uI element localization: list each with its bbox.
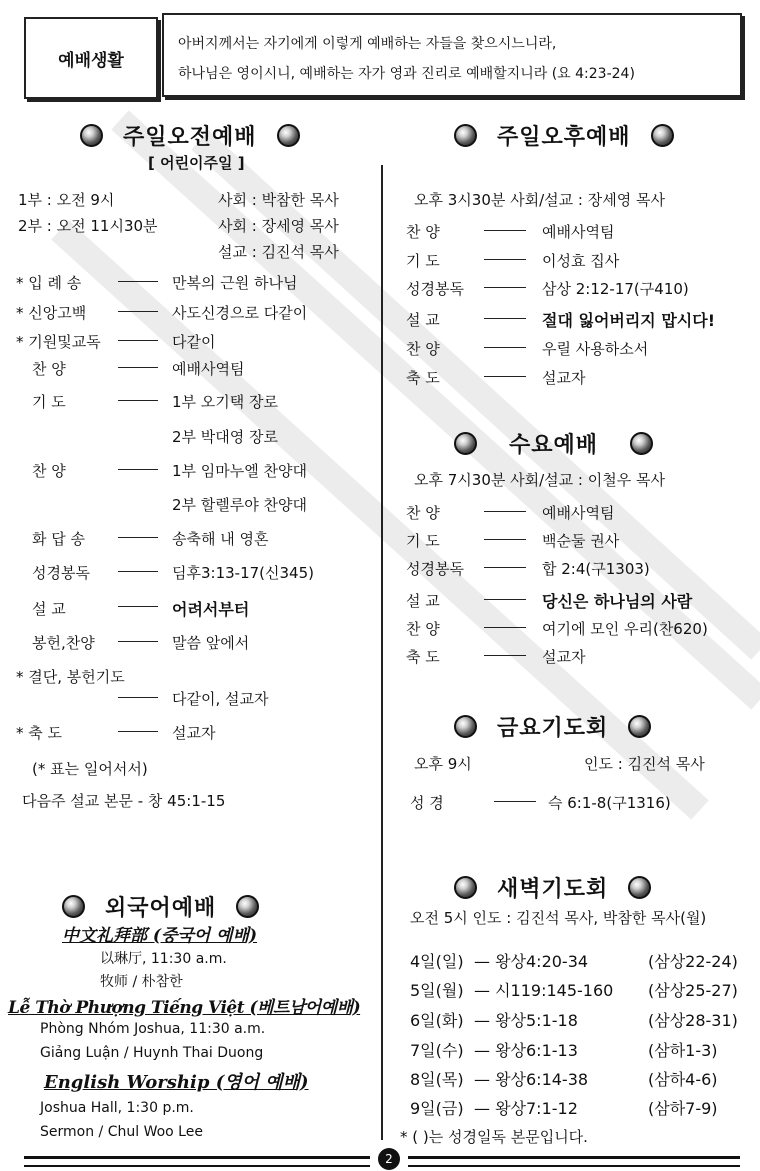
morning-sermon-title: 어려서부터	[172, 600, 250, 619]
afternoon-item-value: 삼상 2:12-17(구410)	[542, 280, 689, 298]
bullet-icon	[454, 432, 477, 455]
dash-line	[118, 340, 158, 341]
dawn-reading-ref: (삼하7-9)	[648, 1099, 718, 1118]
dawn-reading-ref: (삼상22-24)	[648, 952, 738, 971]
vietnamese-preacher: Giảng Luận / Huynh Thai Duong	[40, 1045, 264, 1061]
bullet-icon	[454, 124, 477, 147]
foreign-heading	[62, 891, 259, 922]
bullet-icon	[651, 124, 674, 147]
friday-heading	[454, 711, 651, 742]
afternoon-heading	[454, 120, 674, 151]
morning-title: 주일오전예배	[123, 125, 257, 150]
afternoon-sermon-title: 절대 잃어버리지 맙시다!	[542, 311, 715, 330]
morning-item-label: 성경봉독	[32, 564, 90, 582]
dawn-reading-day: 6일(화)	[410, 1011, 464, 1030]
bullet-icon	[80, 124, 103, 147]
section-label-text: 예배생활	[58, 50, 124, 71]
dash-line	[118, 311, 158, 312]
dawn-reading-passage: 왕상7:1-12	[495, 1099, 578, 1118]
verse-line-2: 하나님은 영이시니, 예배하는 자가 영과 진리로 예배할지니라 (요 4:23-24)	[178, 66, 635, 82]
bullet-icon	[454, 715, 477, 738]
dawn-reading-text: — 왕상6:1-13	[474, 1041, 578, 1060]
morning-item-value: 1부 임마누엘 찬양대	[172, 462, 308, 480]
morning-item-value: 예배사역팀	[172, 360, 245, 378]
dash-line	[118, 641, 158, 642]
english-worship-title: English Worship (영어 예배)	[44, 1072, 309, 1093]
friday-scripture: 슥 6:1-8(구1316)	[548, 794, 671, 812]
morning-item-value: 1부 오기택 장로	[172, 393, 279, 411]
dash-line	[118, 400, 158, 401]
dawn-heading	[454, 872, 651, 903]
verse-line-1: 아버지께서는 자기에게 이렇게 예배하는 자들을 찾으시느니라,	[178, 36, 557, 52]
dawn-reading-text: — 왕상5:1-18	[474, 1011, 578, 1030]
morning-item-value-2: 2부 박대영 장로	[172, 428, 279, 446]
morning-item-label: * 입 례 송	[16, 274, 82, 292]
afternoon-item-label: 성경봉독	[406, 280, 464, 298]
afternoon-item-label: 설 교	[406, 311, 440, 329]
section-label	[24, 17, 158, 99]
foreign-title: 외국어예배	[105, 896, 217, 921]
friday-title: 금요기도회	[497, 716, 609, 741]
morning-host-2: 사회 : 장세영 목사	[218, 217, 339, 235]
dawn-reading-passage: 왕상4:20-34	[495, 952, 589, 971]
dash-line	[494, 801, 536, 802]
morning-subtitle: [ 어린이주일 ]	[148, 154, 245, 172]
morning-item-value: 설교자	[172, 724, 216, 742]
dawn-reading-text: — 왕상4:20-34	[474, 952, 589, 971]
dash-line	[484, 655, 526, 656]
morning-item-label: * 축 도	[16, 724, 63, 742]
morning-note: (* 표는 일어서서)	[32, 760, 148, 778]
wednesday-item-label: 기 도	[406, 532, 440, 550]
bullet-icon	[454, 876, 477, 899]
morning-item-label: * 신앙고백	[16, 304, 87, 322]
dawn-reading-ref: (삼상25-27)	[648, 981, 738, 1000]
morning-item-value: 말씀 앞에서	[172, 634, 250, 652]
dawn-reading-ref: (삼하4-6)	[648, 1070, 718, 1089]
vietnamese-worship-title: Lễ Thờ Phượng Tiếng Việt (베트남어예배)	[8, 998, 361, 1018]
morning-item-value: 만복의 근원 하나님	[172, 274, 298, 292]
morning-item-label: 찬 양	[32, 360, 66, 378]
dawn-reading-passage: 시119:145-160	[495, 981, 614, 1000]
dash-line	[484, 230, 526, 231]
verse-box	[162, 13, 742, 97]
morning-heading	[80, 120, 300, 151]
afternoon-item-label: 찬 양	[406, 223, 440, 241]
wednesday-item-value: 합 2:4(구1303)	[542, 560, 650, 578]
wednesday-item-label: 찬 양	[406, 504, 440, 522]
dash-line	[484, 567, 526, 568]
dawn-reading-passage: 왕상5:1-18	[495, 1011, 578, 1030]
afternoon-item-label: 찬 양	[406, 340, 440, 358]
bullet-icon	[277, 124, 300, 147]
afternoon-title: 주일오후예배	[497, 125, 631, 150]
dawn-title: 새벽기도회	[497, 877, 609, 902]
afternoon-item-label: 축 도	[406, 369, 440, 387]
wednesday-item-value: 백순둘 권사	[542, 532, 620, 550]
dawn-reading-ref: (삼하1-3)	[648, 1041, 718, 1060]
morning-item-value: 딤후3:13-17(신345)	[172, 564, 314, 582]
bullet-icon	[630, 432, 653, 455]
friday-leader: 인도 : 김진석 목사	[584, 755, 705, 773]
dawn-reading-day: 9일(금)	[410, 1099, 464, 1118]
morning-item-value-2: 2부 할렐루야 찬양대	[172, 496, 308, 514]
dash-line	[118, 537, 158, 538]
footer-rule-left	[24, 1156, 370, 1167]
afternoon-item-value: 우릴 사용하소서	[542, 340, 649, 358]
morning-item-label: * 결단, 봉헌기도	[16, 668, 125, 686]
dawn-reading-text: — 시119:145-160	[474, 981, 614, 1000]
dawn-reading-text: — 왕상7:1-12	[474, 1099, 578, 1118]
dash-line	[118, 606, 158, 607]
chinese-pastor: 牧师 / 朴참한	[100, 974, 183, 990]
morning-preacher: 설교 : 김진석 목사	[218, 243, 339, 261]
afternoon-item-value: 설교자	[542, 369, 586, 387]
morning-host-1: 사회 : 박참한 목사	[218, 191, 339, 209]
page-number: 2	[378, 1148, 400, 1170]
wednesday-title: 수요예배	[509, 433, 599, 458]
dawn-reading-passage: 왕상6:14-38	[495, 1070, 589, 1089]
morning-item-label: 설 교	[32, 600, 66, 618]
dawn-reading-day: 7일(수)	[410, 1041, 464, 1060]
dash-line	[484, 539, 526, 540]
dash-line	[118, 469, 158, 470]
dash-line	[484, 599, 526, 600]
friday-time: 오후 9시	[414, 755, 472, 773]
dash-line	[484, 376, 526, 377]
dash-line	[484, 318, 526, 319]
dawn-reading-day: 5일(월)	[410, 981, 464, 1000]
morning-time-2: 2부 : 오전 11시30분	[18, 217, 158, 235]
dash-line	[118, 731, 158, 732]
wednesday-item-label: 축 도	[406, 648, 440, 666]
wednesday-item-label: 성경봉독	[406, 560, 464, 578]
wednesday-item-label: 설 교	[406, 592, 440, 610]
chinese-worship-title: 中文礼拜部 (중국어 예배)	[62, 926, 258, 946]
dash-line	[118, 571, 158, 572]
dawn-reading-day: 4일(일)	[410, 952, 464, 971]
morning-item-label: 찬 양	[32, 462, 66, 480]
bullet-icon	[62, 895, 85, 918]
dash-line	[118, 697, 158, 698]
morning-item-label: 봉헌,찬양	[32, 634, 95, 652]
wednesday-item-value: 여기에 모인 우리(찬620)	[542, 620, 708, 638]
dash-line	[484, 347, 526, 348]
bullet-icon	[236, 895, 259, 918]
dawn-info: 오전 5시 인도 : 김진석 목사, 박참한 목사(월)	[410, 909, 707, 927]
morning-item-label: 화 답 송	[32, 530, 86, 548]
english-preacher: Sermon / Chul Woo Lee	[40, 1124, 203, 1140]
next-sermon: 다음주 설교 본문 - 창 45:1-15	[22, 792, 226, 810]
footer-rule-right	[408, 1156, 740, 1167]
wednesday-info: 오후 7시30분 사회/설교 : 이철우 목사	[414, 471, 665, 489]
morning-time-1: 1부 : 오전 9시	[18, 191, 115, 209]
morning-item-value: 송축해 내 영혼	[172, 530, 269, 548]
dash-line	[484, 259, 526, 260]
afternoon-item-value: 이성효 집사	[542, 252, 620, 270]
column-divider	[381, 165, 383, 1140]
wednesday-sermon-title: 당신은 하나님의 사람	[542, 592, 693, 611]
wednesday-heading	[454, 428, 653, 459]
dash-line	[484, 287, 526, 288]
morning-item-value: 사도신경으로 다같이	[172, 304, 308, 322]
dash-line	[484, 627, 526, 628]
morning-item-label: 기 도	[32, 393, 66, 411]
chinese-place: 以琳厅, 11:30 a.m.	[100, 951, 227, 967]
vietnamese-place: Phòng Nhóm Joshua, 11:30 a.m.	[40, 1021, 266, 1037]
bullet-icon	[628, 876, 651, 899]
morning-item-value: 다같이	[172, 333, 216, 351]
dash-line	[484, 511, 526, 512]
dawn-reading-ref: (삼상28-31)	[648, 1011, 738, 1030]
friday-scripture-label: 성 경	[410, 794, 444, 812]
afternoon-item-label: 기 도	[406, 252, 440, 270]
dawn-note: * ( )는 성경일독 본문입니다.	[400, 1128, 588, 1146]
dawn-reading-passage: 왕상6:1-13	[495, 1041, 578, 1060]
wednesday-item-value: 예배사역팀	[542, 504, 615, 522]
dash-line	[118, 281, 158, 282]
wednesday-item-label: 찬 양	[406, 620, 440, 638]
bullet-icon	[628, 715, 651, 738]
dawn-reading-day: 8일(목)	[410, 1070, 464, 1089]
dash-line	[118, 367, 158, 368]
dawn-reading-text: — 왕상6:14-38	[474, 1070, 589, 1089]
morning-item-value: 다같이, 설교자	[172, 690, 269, 708]
wednesday-item-value: 설교자	[542, 648, 586, 666]
morning-item-label: * 기원및교독	[16, 333, 101, 351]
english-place: Joshua Hall, 1:30 p.m.	[40, 1100, 194, 1116]
afternoon-item-value: 예배사역팀	[542, 223, 615, 241]
afternoon-info: 오후 3시30분 사회/설교 : 장세영 목사	[414, 191, 665, 209]
